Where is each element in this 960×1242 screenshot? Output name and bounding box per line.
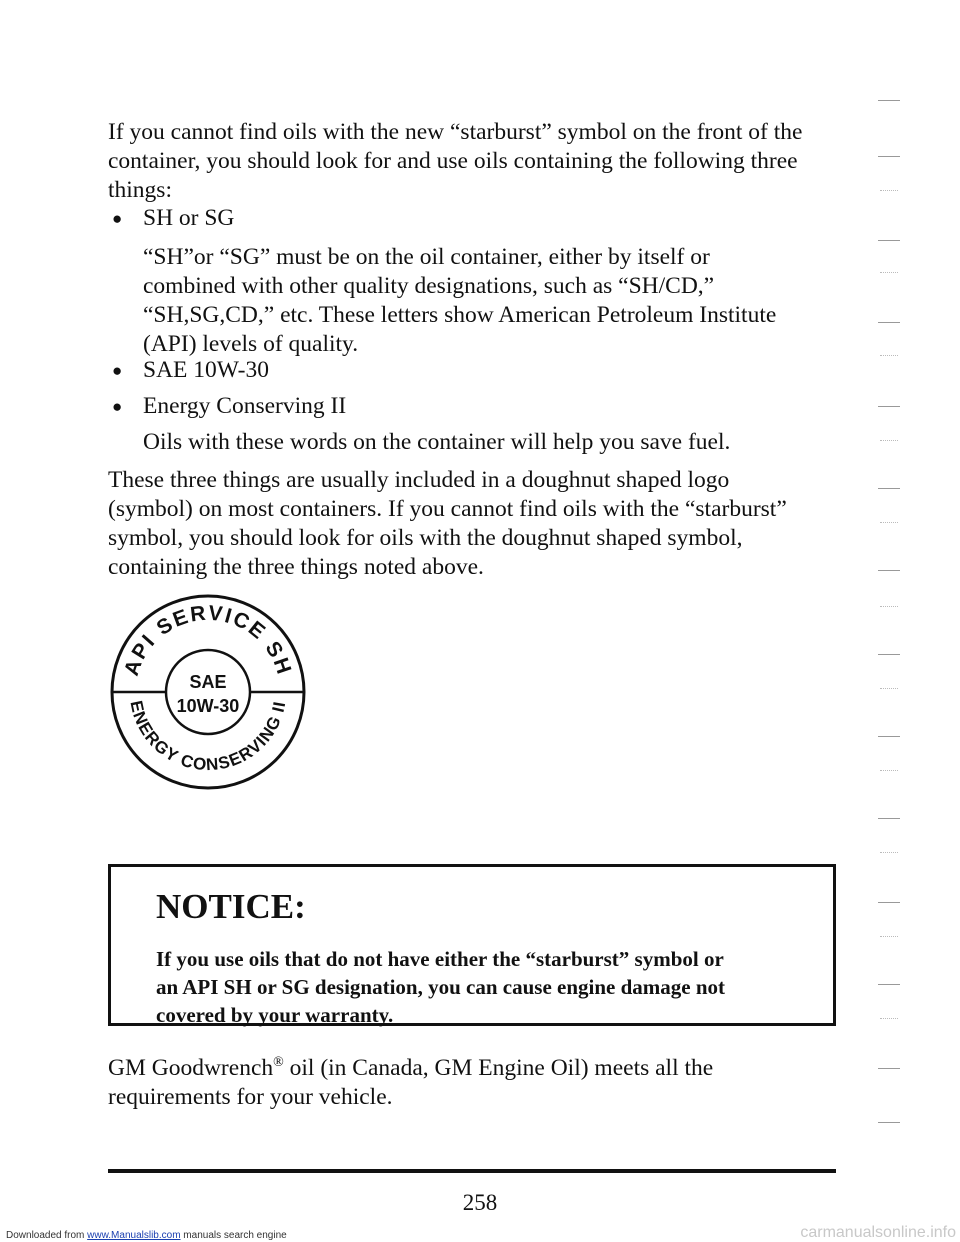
text-line: (API) levels of quality. [143, 331, 359, 357]
bullet-dot-icon: ● [112, 397, 123, 416]
margin-mark [878, 984, 900, 985]
bullet-dot-icon: ● [112, 209, 123, 228]
text-line: If you use oils that do not have either the “starburst” symbol or [156, 947, 724, 971]
bullet-label: SH or SG [143, 205, 235, 231]
logo-bottom-text: ENERGY CONSERVING II [126, 698, 290, 775]
text-line: things: [108, 177, 172, 203]
api-doughnut-logo [108, 592, 308, 792]
text-line: symbol, you should look for oils with the doughnut shaped symbol, [108, 525, 743, 551]
download-footer [6, 1230, 287, 1241]
text-line: an API SH or SG designation, you can cause engine damage not [156, 975, 726, 999]
margin-dots [880, 1018, 898, 1019]
margin-mark [878, 100, 900, 101]
logo-center-grade: 10W-30 [176, 696, 240, 716]
text-line [108, 1048, 843, 1083]
notice-title: NOTICE: [156, 887, 306, 926]
bullet-item-energy [112, 392, 346, 421]
margin-mark [878, 1068, 900, 1069]
margin-mark [878, 406, 900, 407]
margin-dots [880, 606, 898, 607]
margin-dots [880, 688, 898, 689]
margin-mark [878, 322, 900, 323]
margin-mark [878, 156, 900, 157]
bullet-description [143, 428, 833, 457]
margin-dots [880, 522, 898, 523]
bullet-item-sae [112, 356, 269, 385]
margin-mark [878, 240, 900, 241]
text-line: (symbol) on most containers. If you cannot find oils with the “starburst” [108, 496, 787, 522]
manualslib-link[interactable]: www.Manualslib.com [87, 1230, 181, 1241]
logo-center-sae: SAE [189, 672, 227, 692]
margin-mark [878, 570, 900, 571]
margin-dots [880, 190, 898, 191]
intro-paragraph [108, 118, 843, 205]
bullet-dot-icon: ● [112, 361, 123, 380]
bullet-item-sh-sg [112, 204, 234, 233]
closing-paragraph [108, 1048, 843, 1112]
text-line: “SH”or “SG” must be on the oil container, either by itself or [143, 244, 710, 270]
bullet-label: SAE 10W-30 [143, 357, 269, 383]
footer-prefix: Downloaded from [6, 1230, 88, 1241]
margin-dots [880, 852, 898, 853]
margin-mark [878, 654, 900, 655]
text-line: container, you should look for and use oils containing the following three [108, 148, 798, 174]
margin-dots [880, 355, 898, 356]
logo-inner-ring [166, 650, 250, 734]
margin-mark [878, 818, 900, 819]
logo-top-text: API SERVICE SH [120, 601, 296, 679]
footer-suffix: manuals search engine [180, 1230, 287, 1241]
margin-mark [878, 1122, 900, 1123]
bullet-label: Energy Conserving II [143, 393, 347, 419]
margin-dots [880, 936, 898, 937]
text-line: If you cannot find oils with the new “starburst” symbol on the front of the [108, 119, 803, 145]
margin-mark [878, 736, 900, 737]
margin-dots [880, 770, 898, 771]
page-number: 258 [462, 1190, 498, 1215]
watermark: carmanualsonline.info [800, 1224, 956, 1241]
margin-marks [868, 40, 928, 1160]
bullet-description [143, 243, 833, 359]
notice-body [156, 945, 796, 1029]
text-line: combined with other quality designations, such as “SH/CD,” [143, 273, 715, 299]
page-rule [108, 1169, 836, 1173]
text-line: Oils with these words on the container will help you save fuel. [143, 429, 731, 455]
margin-dots [880, 272, 898, 273]
text-line: covered by your warranty. [156, 1003, 394, 1027]
margin-dots [880, 440, 898, 441]
registered-mark: ® [273, 1055, 284, 1070]
text-run: oil (in Canada, GM Engine Oil) meets all the [283, 1054, 714, 1081]
margin-mark [878, 488, 900, 489]
doughnut-paragraph [108, 466, 843, 582]
text-line: These three things are usually included in a doughnut shaped logo [108, 467, 730, 493]
notice-box [108, 864, 836, 1026]
text-run: GM Goodwrench [108, 1054, 274, 1081]
text-line: containing the three things noted above. [108, 554, 484, 580]
margin-mark [878, 902, 900, 903]
text-line: “SH,SG,CD,” etc. These letters show American Petroleum Institute [143, 302, 777, 328]
text-line: requirements for your vehicle. [108, 1083, 393, 1110]
